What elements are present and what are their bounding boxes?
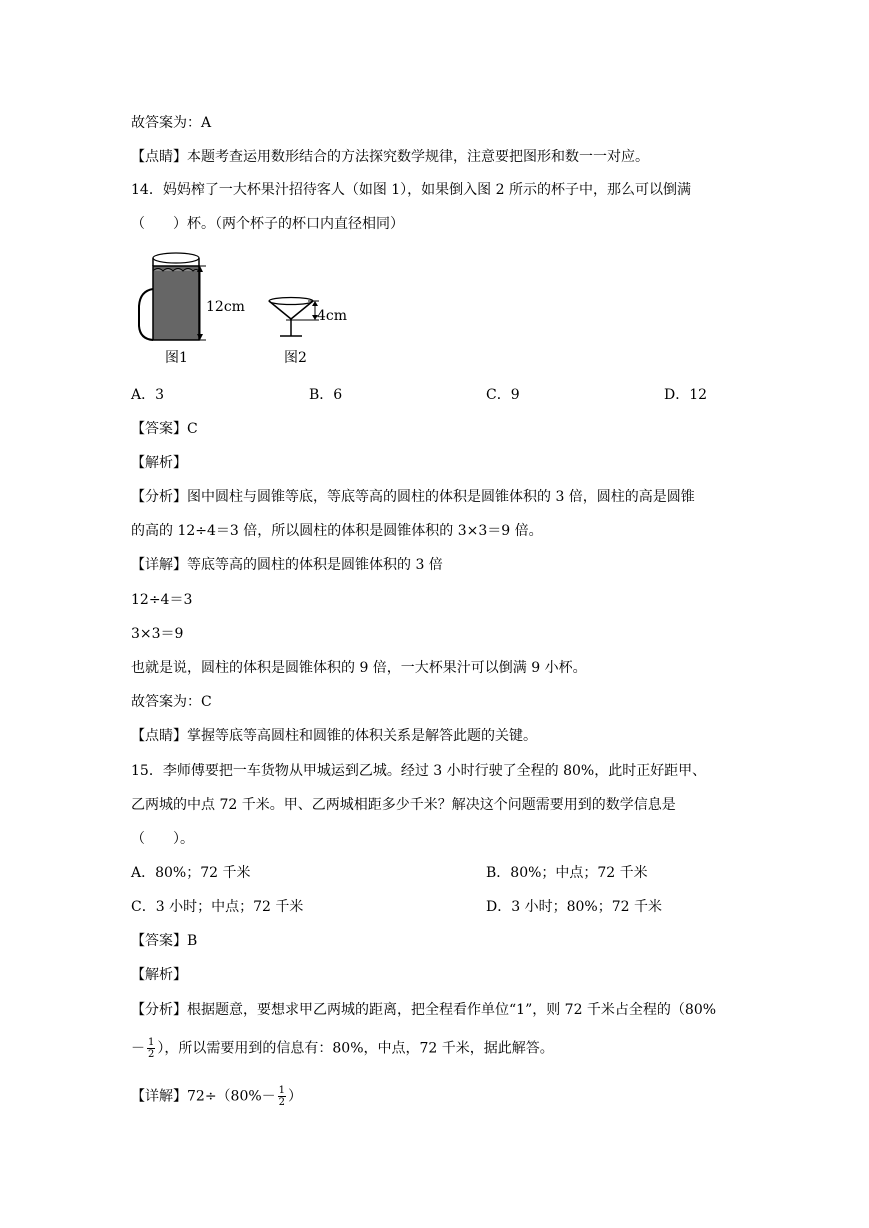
q15-option-a: A．80%；72 千米 bbox=[131, 865, 251, 881]
q15-option-b: B．80%；中点；72 千米 bbox=[486, 865, 648, 881]
comment-text: 本题考查运用数形结合的方法探究数学规律，注意要把图形和数一一对应。 bbox=[187, 149, 649, 165]
fraction-numerator: 1 bbox=[148, 1037, 155, 1048]
q14-figure bbox=[128, 244, 368, 372]
q14-option-d: D．12 bbox=[664, 387, 708, 403]
answer-value: C bbox=[187, 421, 198, 437]
fig1-height-label: 12cm bbox=[206, 299, 245, 315]
fig2-caption: 图2 bbox=[284, 350, 307, 366]
xiangjie-tag: 【详解】 bbox=[131, 1088, 187, 1105]
fenxi-tag: 【分析】 bbox=[131, 1002, 187, 1018]
q15-option-d: D．3 小时；80%；72 千米 bbox=[486, 899, 662, 915]
xiangjie-expr: 72÷（80%－ bbox=[187, 1088, 276, 1105]
q15-stem-line2: 乙两城的中点 72 千米。甲、乙两城相距多少千米？解决这个问题需要用到的数学信息是 bbox=[131, 797, 676, 813]
xiangjie-text: 等底等高的圆柱的体积是圆锥体积的 3 倍 bbox=[187, 557, 443, 573]
q14-option-b: B．6 bbox=[309, 387, 343, 403]
cylinder-cup-figure bbox=[139, 253, 206, 340]
q14-analysis-tag: 【解析】 bbox=[131, 455, 187, 471]
fraction-one-half bbox=[278, 1085, 286, 1108]
answer-tag: 【答案】 bbox=[131, 421, 187, 437]
fraction-denominator: 2 bbox=[278, 1097, 286, 1108]
fenxi-tag: 【分析】 bbox=[131, 489, 187, 505]
q14-stem-line1: 14．妈妈榨了一大杯果汁招待客人（如图 1），如果倒入图 2 所示的杯子中，那么可以倒满 bbox=[131, 182, 691, 198]
fenxi-text: 图中圆柱与圆锥等底，等底等高的圆柱的体积是圆锥体积的 3 倍，圆柱的高是圆锥 bbox=[187, 489, 695, 505]
comment-tag: 【点睛】 bbox=[131, 149, 187, 165]
q15-fenxi-line2 bbox=[131, 1037, 554, 1060]
q15-analysis-tag: 【解析】 bbox=[131, 967, 187, 983]
xiangjie-close: ） bbox=[288, 1088, 303, 1105]
fig2-height-label: 4cm bbox=[317, 308, 348, 324]
xiangjie-tag: 【详解】 bbox=[131, 557, 187, 573]
q15-stem-line3: （ ）。 bbox=[131, 831, 194, 847]
q15-option-c: C．3 小时；中点；72 千米 bbox=[131, 899, 304, 915]
fraction-one-half bbox=[147, 1037, 155, 1060]
q13-answer-line: 故答案为：A bbox=[131, 115, 212, 131]
q14-fenxi-line1 bbox=[131, 487, 695, 507]
q14-comment bbox=[131, 726, 537, 746]
q14-calc2: 3×3＝9 bbox=[131, 626, 184, 642]
comment-tag: 【点睛】 bbox=[131, 728, 187, 744]
fenxi-text: 根据题意，要想求甲乙两城的距离，把全程看作单位“1”，则 72 千米占全程的（80% bbox=[187, 1002, 717, 1018]
comment-text: 掌握等底等高圆柱和圆锥的体积关系是解答此题的关键。 bbox=[187, 728, 537, 744]
q14-conclusion: 也就是说，圆柱的体积是圆锥体积的 9 倍，一大杯果汁可以倒满 9 小杯。 bbox=[131, 660, 587, 676]
q14-final-answer: 故答案为：C bbox=[131, 694, 212, 710]
q14-fenxi-line2: 的高的 12÷4＝3 倍，所以圆柱的体积是圆锥体积的 3×3＝9 倍。 bbox=[131, 523, 543, 539]
q14-answer bbox=[131, 419, 198, 439]
q15-fenxi-line1 bbox=[131, 1000, 716, 1020]
cone-glass-figure bbox=[269, 298, 319, 337]
q14-stem-line2: （ ）杯。（两个杯子的杯口内直径相同） bbox=[131, 216, 404, 232]
fraction-denominator: 2 bbox=[148, 1049, 155, 1060]
q13-comment bbox=[131, 147, 649, 167]
q14-option-c: C．9 bbox=[486, 387, 520, 403]
answer-value: B bbox=[187, 933, 198, 949]
q14-xiangjie bbox=[131, 555, 443, 575]
fenxi-line2-text: ），所以需要用到的信息有：80%，中点，72 千米，据此解答。 bbox=[157, 1040, 554, 1057]
q15-answer bbox=[131, 931, 197, 951]
answer-tag: 【答案】 bbox=[131, 933, 187, 949]
q14-option-a: A．3 bbox=[131, 387, 165, 403]
q15-stem-line1: 15．李师傅要把一车货物从甲城运到乙城。经过 3 小时行驶了全程的 80%，此时正好距甲、 bbox=[131, 763, 707, 779]
fraction-numerator: 1 bbox=[278, 1085, 286, 1096]
minus-sign: － bbox=[131, 1040, 145, 1057]
q14-calc1: 12÷4＝3 bbox=[131, 592, 193, 608]
fig1-caption: 图1 bbox=[165, 350, 188, 366]
q15-xiangjie bbox=[131, 1085, 302, 1108]
